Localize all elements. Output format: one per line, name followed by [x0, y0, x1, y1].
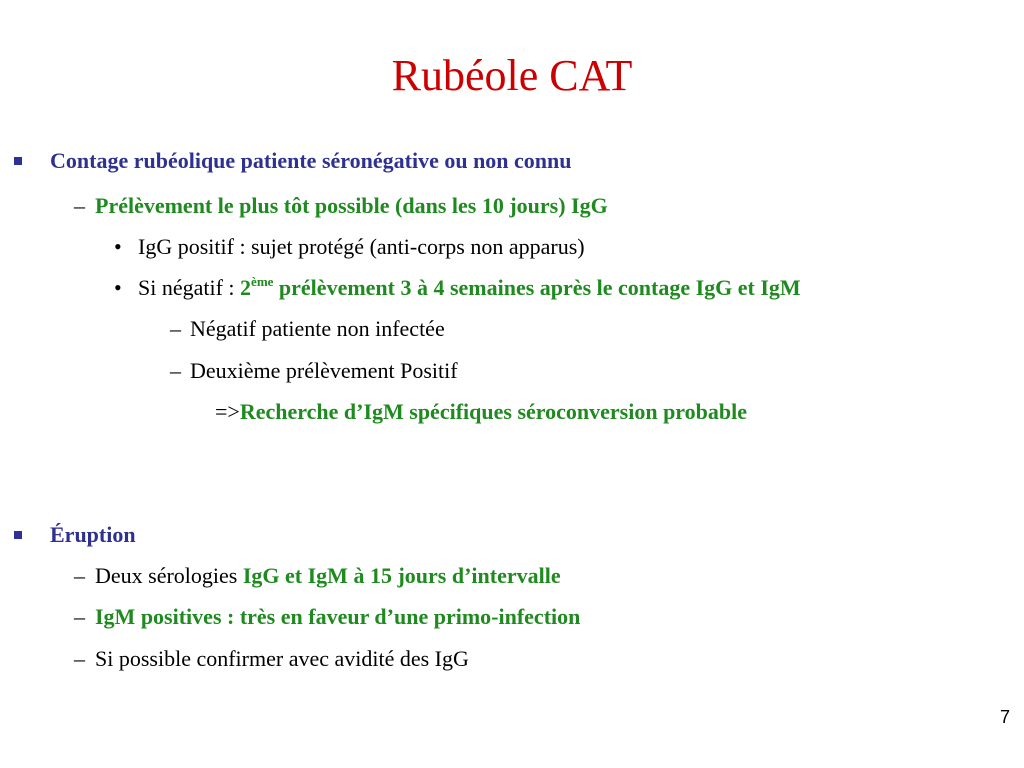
- dash-marker: –: [74, 646, 85, 671]
- conclusion-text: Recherche d’IgM spécifiques séroconversion probable: [239, 399, 748, 424]
- section2-item1-prefix: Deux sérologies: [95, 563, 243, 588]
- section2-item1-green: IgG et IgM à 15 jours d’intervalle: [242, 563, 561, 588]
- section2-item3: Si possible confirmer avec avidité des IgG: [95, 646, 469, 671]
- dash-marker: –: [74, 193, 85, 218]
- bullet-si-negatif-prefix: Si négatif :: [138, 275, 241, 300]
- section1-sub1: Prélèvement le plus tôt possible (dans les 10 jours) IgG: [95, 193, 608, 218]
- dash-marker: –: [170, 358, 181, 383]
- dash-marker: –: [74, 604, 85, 629]
- section2-heading: Éruption: [50, 522, 136, 547]
- dash-marker: –: [170, 316, 181, 341]
- square-bullet-icon: [14, 157, 22, 165]
- bullet-si-negatif-num: 2: [240, 275, 252, 300]
- bullet-si-negatif: [138, 274, 801, 302]
- bullet-si-negatif-sup: ème: [251, 274, 274, 289]
- conclusion-line: [215, 398, 747, 426]
- square-bullet-icon: [14, 531, 22, 539]
- dash-marker: –: [74, 563, 85, 588]
- sub-negatif: Négatif patiente non infectée: [190, 316, 445, 341]
- bullet-igg-positif: IgG positif : sujet protégé (anti-corps non apparus): [138, 234, 585, 259]
- sub-positif: Deuxième prélèvement Positif: [190, 358, 458, 383]
- bullet-marker: •: [114, 234, 122, 259]
- section2-item2: IgM positives : très en faveur d’une primo-infection: [95, 604, 581, 629]
- page-number: 7: [999, 707, 1010, 727]
- bullet-si-negatif-rest: prélèvement 3 à 4 semaines après le contage IgG et IgM: [273, 275, 801, 300]
- bullet-marker: •: [114, 275, 122, 300]
- section2-item1: [95, 562, 561, 590]
- section1-heading: Contage rubéolique patiente séronégative ou non connu: [50, 148, 572, 173]
- slide-title: Rubéole CAT: [391, 51, 633, 100]
- arrow-text: =>: [215, 399, 240, 424]
